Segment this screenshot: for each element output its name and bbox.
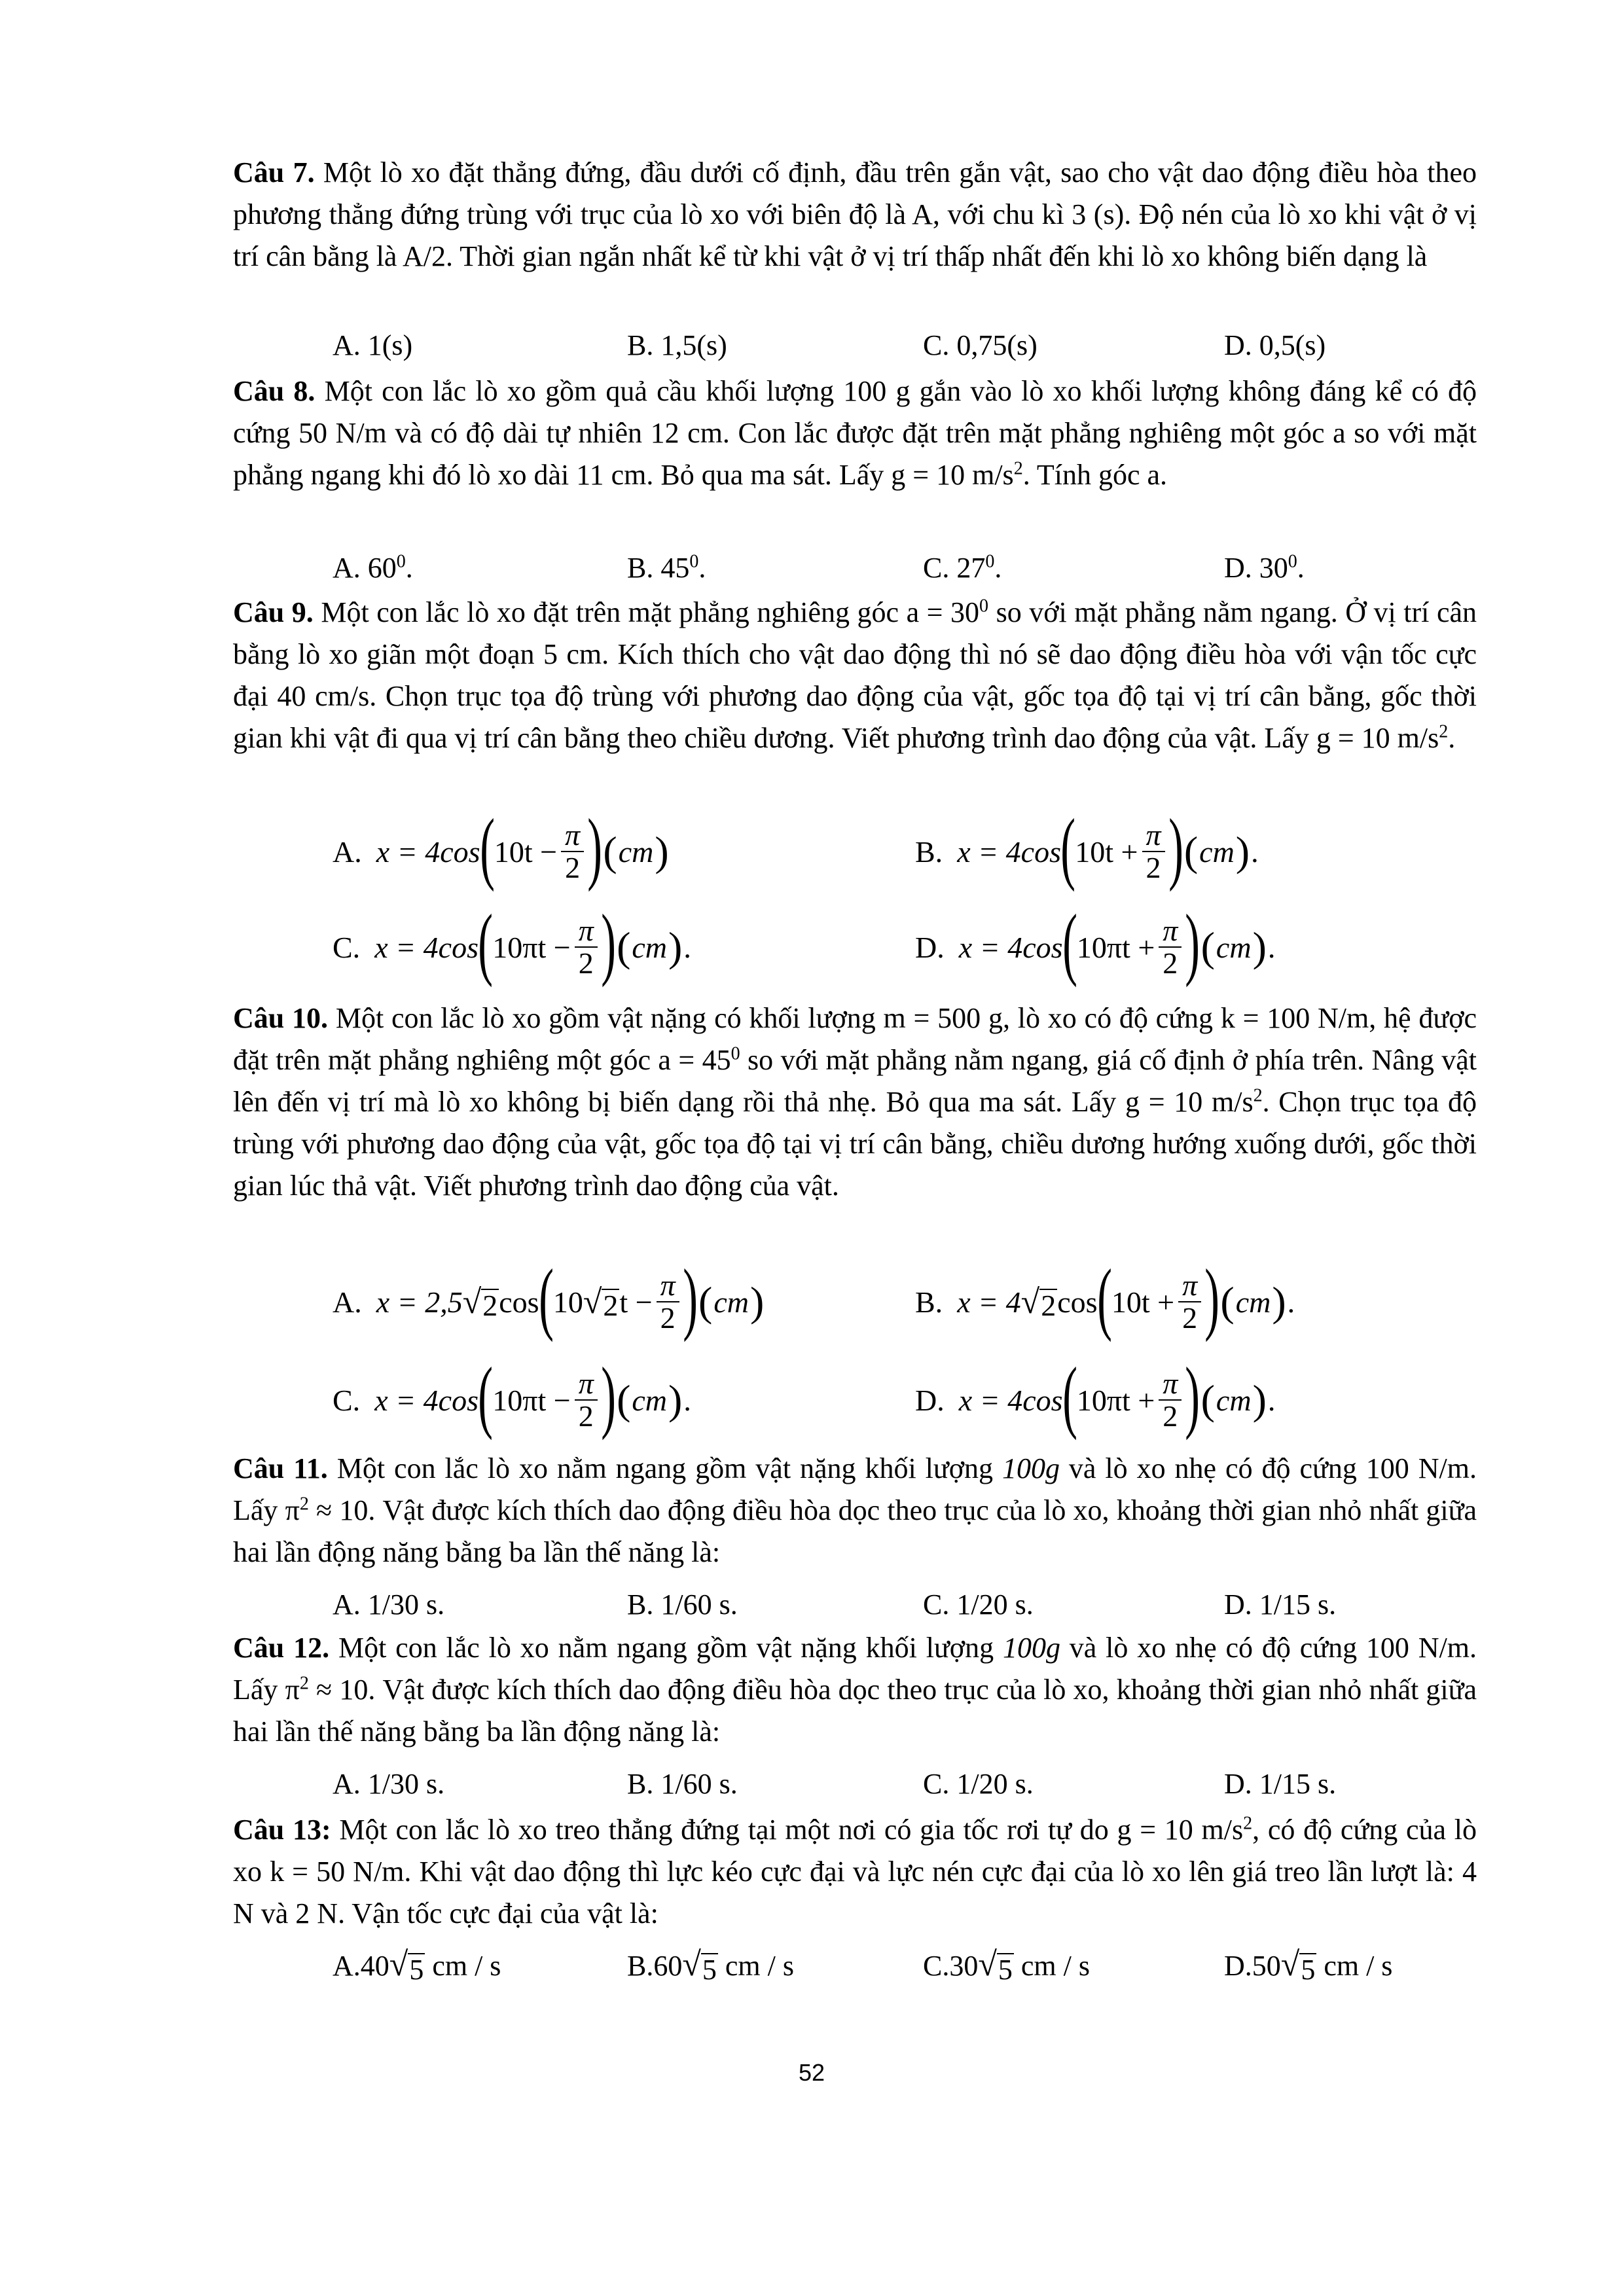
question-12-label: Câu 12.	[233, 1632, 330, 1664]
question-10-text: Một con lắc lò xo gồm vật nặng có khối lượng m = 500 g, lò xo có độ cứng k = 100 N/m, hệ được đặt trên mặt phẳng nghiêng một góc a = 45	[233, 1002, 1477, 1076]
superscript: 0	[979, 596, 989, 617]
question-13	[233, 1809, 1477, 1935]
question-9	[233, 592, 1477, 759]
option-c: C. $27^0$.	[923, 551, 1002, 584]
question-7-text: Một lò xo đặt thẳng đứng, đầu dưới cố định, đầu trên gắn vật, sao cho vật dao động điều hòa theo phương thẳng đứng trùng với trục của lò xo với biên độ là A, với chu kì 3 (s). Độ nén của lò xo khi vật ở vị trí cân bằng là A/2. Thời gian ngắn nhất kể từ khi vật ở vị trí thấp nhất đến khi lò xo không biến dạng là	[233, 156, 1477, 272]
question-10-text-end: . Chọn trục tọa độ trùng với phương dao động của vật, gốc tọa độ tại vị trí cân bằng, chiều dương hướng xuống dưới, gốc thời gian lúc thả vật. Viết phương trình dao động của vật.	[233, 1086, 1477, 1202]
question-11-text-cont: và lò xo nhẹ có độ cứng 100 N/m. Lấy π	[233, 1452, 1477, 1526]
option-a: A.40 √ 5 cm / s	[333, 1946, 501, 1986]
option-a: A. 1(s)	[333, 329, 413, 361]
question-10-options-row-2	[0, 1351, 1624, 1441]
option-c: C. 0,75(s)	[923, 329, 1038, 361]
question-10-text-cont: so với mặt phẳng nằm ngang, giá cố định ở phía trên. Nâng vật lên đến vị trí mà lò xo không bị biến dạng rồi thả nhẹ. Bỏ qua ma sát. Lấy g = 10 m/s	[233, 1044, 1477, 1118]
superscript: 2	[299, 1673, 309, 1694]
question-11-options	[0, 1584, 1624, 1626]
question-12-text: Một con lắc lò xo nằm ngang gồm vật nặng khối lượng	[338, 1632, 1003, 1664]
option-d: D. 1/15 s.	[1224, 1588, 1337, 1621]
question-11-text-end: ≈ 10. Vật được kích thích dao động điều hòa dọc theo trục của lò xo, khoảng thời gian nhỏ nhất giữa hai lần động năng bằng ba lần thế năng là:	[233, 1494, 1477, 1568]
question-13-options	[0, 1944, 1624, 1990]
question-7	[233, 152, 1477, 278]
superscript: 2	[1439, 721, 1449, 742]
question-7-label: Câu 7.	[233, 156, 315, 188]
question-10	[233, 997, 1477, 1207]
question-12-text-cont: và lò xo nhẹ có độ cứng 100 N/m. Lấy π	[233, 1632, 1477, 1706]
option-b: B. 1/60 s.	[627, 1588, 738, 1621]
question-10-options-row-1	[0, 1253, 1624, 1342]
option-b: B. 1,5(s)	[627, 329, 727, 361]
question-8-label: Câu 8.	[233, 375, 316, 407]
option-a: A. 1/30 s.	[333, 1768, 445, 1800]
question-9-text: Một con lắc lò xo đặt trên mặt phẳng nghiêng góc a = 30	[321, 596, 980, 628]
option-d: D. 1/15 s.	[1224, 1768, 1337, 1800]
question-10-label: Câu 10.	[233, 1002, 329, 1034]
question-8-options	[0, 547, 1624, 589]
question-13-label: Câu 13:	[233, 1814, 331, 1846]
question-9-text-end: .	[1448, 722, 1456, 754]
option-c: C. 1/20 s.	[923, 1588, 1034, 1621]
question-9-label: Câu 9.	[233, 596, 314, 628]
option-d: D. 0,5(s)	[1224, 329, 1326, 361]
option-a: A. x = 2,5 √ 2 cos ( 10 √ 2 t − $\frac{\pi}{2}$ ) ( cm )	[333, 1253, 765, 1342]
option-c: C. x = 4cos ( 10πt − $\frac{\pi}{2}$ ) ( cm ) .	[333, 898, 691, 988]
question-11	[233, 1448, 1477, 1573]
question-13-text: Một con lắc lò xo treo thẳng đứng tại một nơi có gia tốc rơi tự do g = 10 m/s	[339, 1814, 1244, 1846]
question-12-text-end: ≈ 10. Vật được kích thích dao động điều hòa dọc theo trục của lò xo, khoảng thời gian nhỏ nhất giữa hai lần thế năng bằng ba lần động năng là:	[233, 1674, 1477, 1748]
option-c: C. x = 4cos ( 10πt − $\frac{\pi}{2}$ ) ( cm ) .	[333, 1351, 691, 1441]
question-13-text-end: , có độ cứng của lò xo k = 50 N/m. Khi vật dao động thì lực kéo cực đại và lực nén cực đại của lò xo lên giá treo lần lượt là: 4 N và 2 N. Vận tốc cực đại của vật là:	[233, 1814, 1477, 1929]
option-b: B. 1/60 s.	[627, 1768, 738, 1800]
option-a: A. x = 4cos ( 10t − $\frac{\pi}{2}$ ) ( cm )	[333, 802, 669, 892]
question-8-text-end: . Tính góc a.	[1022, 459, 1168, 491]
option-b: B. $45^0$.	[627, 551, 706, 584]
question-9-options-row-2	[0, 898, 1624, 988]
question-9-options-row-1	[0, 802, 1624, 892]
option-c: C.30 √ 5 cm / s	[923, 1946, 1091, 1986]
question-12	[233, 1627, 1477, 1753]
mass-value: 100g	[1002, 1632, 1060, 1664]
question-9-text-cont: so với mặt phẳng nằm ngang. Ở vị trí cân bằng lò xo giãn một đoạn 5 cm. Kích thích cho vật dao động thì nó sẽ dao động điều hòa với vận tốc cực đại 40 cm/s. Chọn trục tọa độ trùng với phương dao động của vật, gốc tọa độ tại vị trí cân bằng, gốc thời gian khi vật đi qua vị trí cân bằng theo chiều dương. Viết phương trình dao động của vật. Lấy g = 10 m/s	[233, 596, 1477, 754]
option-a: A. $60^0$.	[333, 551, 413, 584]
option-d: D. $30^0$.	[1224, 551, 1305, 584]
question-8-text: Một con lắc lò xo gồm quả cầu khối lượng 100 g gắn vào lò xo khối lượng không đáng kể có độ cứng 50 N/m và có độ dài tự nhiên 12 cm. Con lắc được đặt trên mặt phẳng nghiêng một góc a so với mặt phẳng ngang khi đó lò xo dài 11 cm. Bỏ qua ma sát. Lấy g = 10 m/s	[233, 375, 1477, 491]
option-b: B. x = 4cos ( 10t + $\frac{\pi}{2}$ ) ( cm ) .	[915, 802, 1259, 892]
question-11-label: Câu 11.	[233, 1452, 328, 1484]
superscript: 0	[731, 1043, 740, 1064]
option-d: D. x = 4cos ( 10πt + $\frac{\pi}{2}$ ) ( cm ) .	[915, 898, 1276, 988]
option-d: D. x = 4cos ( 10πt + $\frac{\pi}{2}$ ) ( cm ) .	[915, 1351, 1276, 1441]
question-8	[233, 370, 1477, 496]
option-b: B.60 √ 5 cm / s	[627, 1946, 795, 1986]
question-11-text: Một con lắc lò xo nằm ngang gồm vật nặng khối lượng	[336, 1452, 1002, 1484]
option-a: A. 1/30 s.	[333, 1588, 445, 1621]
page-number: 52	[798, 2059, 825, 2086]
question-12-options	[0, 1763, 1624, 1805]
mass-value: 100g	[1001, 1452, 1060, 1484]
superscript: 2	[1243, 1813, 1253, 1834]
question-7-options	[0, 325, 1624, 367]
superscript: 2	[1013, 458, 1023, 479]
superscript: 2	[299, 1494, 309, 1515]
option-c: C. 1/20 s.	[923, 1768, 1034, 1800]
option-d: D.50 √ 5 cm / s	[1224, 1946, 1393, 1986]
superscript: 2	[1253, 1085, 1263, 1106]
option-b: B. x = 4 √ 2 cos ( 10t + $\frac{\pi}{2}$ ) ( cm ) .	[915, 1253, 1295, 1342]
